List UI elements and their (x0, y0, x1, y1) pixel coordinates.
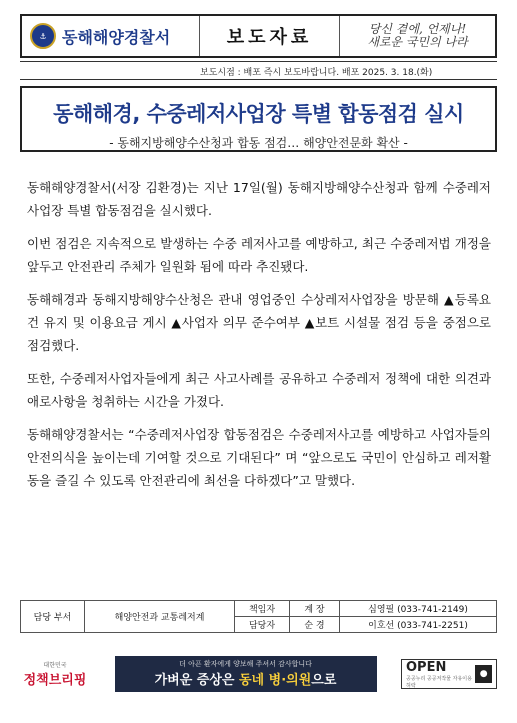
divider-top (20, 61, 497, 62)
dept-label: 담당 부서 (21, 601, 85, 633)
article-body (27, 176, 491, 502)
table-row (21, 601, 497, 617)
contact-position: 순 경 (290, 617, 340, 633)
slogan-line-1: 당신 곁에, 언제나! (368, 22, 467, 36)
coast-guard-emblem-icon: ⚓ (30, 23, 56, 49)
banner-text-part: 가벼운 증상은 (154, 673, 239, 688)
open-word: OPEN (406, 659, 447, 675)
press-release-label: 보도자료 (200, 16, 340, 56)
org-block (22, 16, 200, 56)
open-text-block (406, 660, 475, 689)
slogan (340, 23, 495, 49)
paragraph: 동해해경과 동해지방해양수산청은 관내 영업중인 수상레저사업장을 방문해 ▲등록요건 유지 및 이용요금 게시 ▲사업자 의무 준수여부 ▲보트 시설물 점검 등을 중점으로 점검했다. (27, 292, 491, 353)
dept-name: 해양안전과 교통레저계 (85, 601, 235, 633)
page-subtitle: - 동해지방해양수산청과 합동 점검… 해양안전문화 확산 - (109, 136, 408, 150)
org-name: 동해해양경찰서 (62, 29, 171, 47)
headline-box (20, 86, 497, 152)
brief-small-text: 대한민국 (43, 662, 67, 669)
divider-bottom (20, 79, 497, 80)
page-title: 동해해경, 수중레저사업장 특별 합동점검 실시 (53, 102, 464, 126)
contact-table (20, 600, 497, 633)
open-subtext: 공공누리 공공저작물 자유이용허락 (406, 675, 472, 689)
banner-text-part: 으로 (311, 673, 337, 688)
contact-role: 책임자 (235, 601, 290, 617)
slogan-line-2: 새로운 국민의 나라 (367, 35, 468, 49)
policy-briefing-logo[interactable] (20, 660, 90, 688)
banner-text-accent: 동네 병·의원 (239, 673, 312, 688)
paragraph: 동해해양경찰서(서장 김환경)는 지난 17일(월) 동해지방해양수산청과 함께 수중레저사업장 특별 합동점검을 실시했다. (27, 180, 491, 218)
release-notice: 보도시점 : 배포 즉시 보도바랍니다. 배포 2025. 3. 18.(화) (200, 68, 433, 78)
contact-person: 이호선 (033-741-2251) (340, 617, 497, 633)
press-header (20, 14, 497, 58)
kogl-open-badge[interactable] (401, 659, 497, 689)
paragraph: 또한, 수중레저사업자들에게 최근 사고사례를 공유하고 수중레저 정책에 대한 의견과 애로사항을 청취하는 시간을 가졌다. (27, 371, 491, 409)
paragraph: 동해해양경찰서는 “수중레저사업장 합동점검은 수중레저사고를 예방하고 사업자들의 안전의식을 높이는데 기여할 것으로 기대된다” 며 “앞으로도 국민이 안심하고 레저활동을 즐길 수 있도록 안전관리에 최선을 다하겠다”고 말했다. (27, 427, 491, 488)
campaign-banner[interactable] (115, 656, 377, 692)
banner-main-text (115, 669, 377, 688)
banner-small-text: 더 아픈 환자에게 양보해 주셔서 감사합니다 (179, 660, 312, 668)
contact-position: 계 장 (290, 601, 340, 617)
footer (20, 654, 497, 694)
brief-big-text: 정책브리핑 (23, 673, 87, 688)
contact-role: 담당자 (235, 617, 290, 633)
contact-person: 심영필 (033-741-2149) (340, 601, 497, 617)
paragraph: 이번 점검은 지속적으로 발생하는 수중 레저사고를 예방하고, 최근 수중레저법 개정을 앞두고 안전관리 주체가 일원화 됨에 따라 추진됐다. (27, 236, 491, 274)
license-icon: ● (475, 665, 492, 683)
